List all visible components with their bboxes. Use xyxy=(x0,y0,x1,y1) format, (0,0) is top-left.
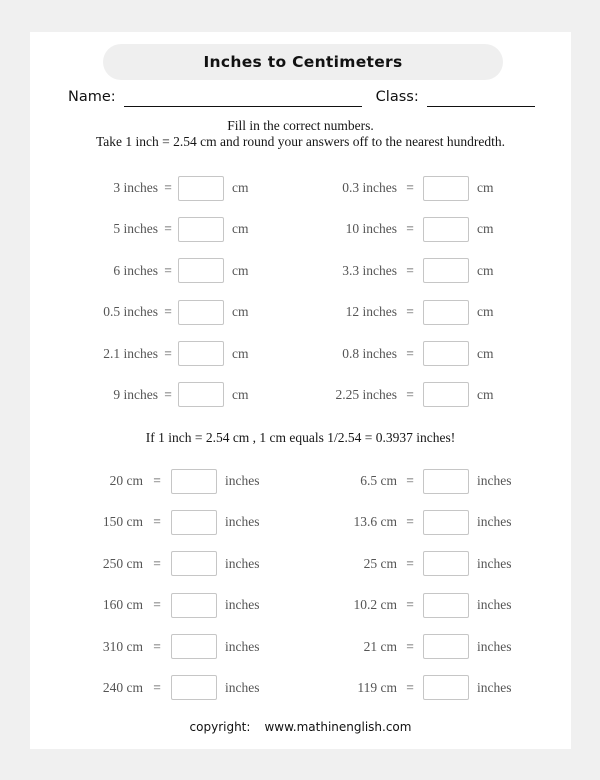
equals-sign: = xyxy=(164,386,172,402)
equals-sign: = xyxy=(153,597,161,613)
answer-input[interactable] xyxy=(423,382,469,407)
problem xyxy=(269,341,494,367)
unit-label: inches xyxy=(225,555,260,571)
problem xyxy=(30,675,260,701)
answer-input[interactable] xyxy=(423,341,469,366)
problem-row xyxy=(30,382,571,408)
answer-input[interactable] xyxy=(178,258,224,283)
problem xyxy=(30,509,260,535)
worksheet-page xyxy=(30,32,571,749)
unit-label: inches xyxy=(225,638,260,654)
instruction-line-1: Fill in the correct numbers. xyxy=(227,118,374,133)
problem-quantity: 250 cm xyxy=(102,555,143,571)
problem xyxy=(269,468,512,494)
unit-label: cm xyxy=(232,221,249,237)
answer-input[interactable] xyxy=(171,510,217,535)
unit-label: inches xyxy=(225,679,260,695)
problem-quantity: 12 inches xyxy=(345,304,397,320)
problem-row xyxy=(30,592,571,618)
problem-quantity: 20 cm xyxy=(109,473,143,488)
copyright-label: copyright: xyxy=(189,720,251,734)
problem-quantity: 150 cm xyxy=(102,514,143,530)
equals-sign: = xyxy=(406,304,414,320)
equals-sign: = xyxy=(153,514,161,530)
equals-sign: = xyxy=(153,555,161,571)
equals-sign: = xyxy=(406,345,414,361)
unit-label: cm xyxy=(232,262,249,278)
answer-input[interactable] xyxy=(178,217,224,242)
worksheet-title-pill xyxy=(103,44,503,80)
problem-row xyxy=(30,468,571,494)
equals-sign: = xyxy=(406,597,414,613)
instructions xyxy=(30,118,571,150)
problem-quantity: 160 cm xyxy=(102,597,143,613)
problem-quantity: 119 cm xyxy=(357,679,397,695)
equals-sign: = xyxy=(164,304,172,320)
problem xyxy=(269,509,512,535)
unit-label: cm xyxy=(232,304,249,320)
problem-quantity: 3 inches xyxy=(113,180,158,195)
equals-sign: = xyxy=(153,638,161,654)
website-text: www.mathinenglish.com xyxy=(264,720,412,734)
answer-input[interactable] xyxy=(423,593,469,618)
unit-label: cm xyxy=(477,221,494,237)
problem-quantity: 6.5 cm xyxy=(360,473,397,488)
equals-sign: = xyxy=(406,262,414,278)
equals-sign: = xyxy=(406,386,414,402)
equals-sign: = xyxy=(164,262,172,278)
answer-input[interactable] xyxy=(171,675,217,700)
equals-sign: = xyxy=(153,473,161,488)
equals-sign: = xyxy=(406,221,414,237)
equals-sign: = xyxy=(406,514,414,530)
problem xyxy=(30,216,249,242)
answer-input[interactable] xyxy=(423,551,469,576)
problem-quantity: 240 cm xyxy=(102,679,143,695)
problem-quantity: 10.2 cm xyxy=(353,597,397,613)
problem xyxy=(30,258,249,284)
answer-input[interactable] xyxy=(423,510,469,535)
equals-sign: = xyxy=(406,679,414,695)
problem xyxy=(269,216,494,242)
class-label: Class: xyxy=(375,89,419,105)
unit-label: inches xyxy=(477,555,512,571)
unit-label: cm xyxy=(232,386,249,402)
unit-label: inches xyxy=(477,679,512,695)
problem-row xyxy=(30,509,571,535)
problem-quantity: 310 cm xyxy=(102,638,143,654)
answer-input[interactable] xyxy=(178,176,224,201)
unit-label: inches xyxy=(477,473,512,488)
problem-row xyxy=(30,675,571,701)
problem xyxy=(30,382,249,408)
unit-label: cm xyxy=(232,180,249,195)
problem-quantity: 0.8 inches xyxy=(342,345,397,361)
problem-quantity: 5 inches xyxy=(113,221,158,237)
equals-sign: = xyxy=(164,221,172,237)
problem xyxy=(269,592,512,618)
answer-input[interactable] xyxy=(423,675,469,700)
problem xyxy=(269,634,512,660)
problem xyxy=(30,634,260,660)
problem-quantity: 2.25 inches xyxy=(335,386,397,402)
equals-sign: = xyxy=(164,180,172,195)
problem-row xyxy=(30,551,571,577)
answer-input[interactable] xyxy=(178,300,224,325)
unit-label: cm xyxy=(477,180,494,195)
unit-label: cm xyxy=(477,262,494,278)
problem xyxy=(269,175,494,201)
section-inches-to-cm xyxy=(30,175,571,408)
name-label: Name: xyxy=(68,89,116,105)
problem-quantity: 13.6 cm xyxy=(353,514,397,530)
problem xyxy=(30,468,260,494)
problem-quantity: 2.1 inches xyxy=(103,345,158,361)
problem-quantity: 0.3 inches xyxy=(342,180,397,195)
unit-label: inches xyxy=(225,597,260,613)
problem-quantity: 25 cm xyxy=(363,555,397,571)
answer-input[interactable] xyxy=(171,634,217,659)
instruction-line-2: Take 1 inch = 2.54 cm and round your answers off to the nearest hundredth. xyxy=(95,134,506,149)
equals-sign: = xyxy=(406,555,414,571)
equals-sign: = xyxy=(406,180,414,195)
problem xyxy=(30,299,249,325)
answer-input[interactable] xyxy=(423,634,469,659)
answer-input[interactable] xyxy=(423,176,469,201)
section-cm-to-inches xyxy=(30,468,571,701)
problem-row xyxy=(30,299,571,325)
answer-input[interactable] xyxy=(178,341,224,366)
answer-input[interactable] xyxy=(178,382,224,407)
problem xyxy=(30,592,260,618)
answer-input[interactable] xyxy=(171,469,217,494)
problem-row xyxy=(30,175,571,201)
class-write-line[interactable] xyxy=(427,87,535,107)
problem xyxy=(269,382,494,408)
equals-sign: = xyxy=(164,345,172,361)
answer-input[interactable] xyxy=(423,217,469,242)
unit-label: inches xyxy=(225,473,260,488)
problem-quantity: 9 inches xyxy=(113,386,158,402)
problem xyxy=(269,258,494,284)
problem-row xyxy=(30,258,571,284)
unit-label: inches xyxy=(477,597,512,613)
unit-label: cm xyxy=(477,304,494,320)
problem-row xyxy=(30,341,571,367)
problem-quantity: 10 inches xyxy=(345,221,397,237)
problem-quantity: 3.3 inches xyxy=(342,262,397,278)
problem xyxy=(269,551,512,577)
answer-input[interactable] xyxy=(171,593,217,618)
answer-input[interactable] xyxy=(171,551,217,576)
equals-sign: = xyxy=(406,473,414,488)
conversion-note: If 1 inch = 2.54 cm , 1 cm equals 1/2.54 = 0.3937 inches! xyxy=(145,430,456,445)
unit-label: inches xyxy=(477,638,512,654)
name-write-line[interactable] xyxy=(124,87,362,107)
problem-quantity: 21 cm xyxy=(363,638,397,654)
problem xyxy=(30,175,249,201)
unit-label: inches xyxy=(225,514,260,530)
footer xyxy=(30,720,571,734)
problem xyxy=(269,675,512,701)
unit-label: cm xyxy=(477,386,494,402)
unit-label: cm xyxy=(232,345,249,361)
answer-input[interactable] xyxy=(423,300,469,325)
problem-row xyxy=(30,216,571,242)
problem xyxy=(30,341,249,367)
problem-quantity: 6 inches xyxy=(113,262,158,278)
answer-input[interactable] xyxy=(423,258,469,283)
equals-sign: = xyxy=(406,638,414,654)
unit-label: inches xyxy=(477,514,512,530)
equals-sign: = xyxy=(153,679,161,695)
unit-label: cm xyxy=(477,345,494,361)
answer-input[interactable] xyxy=(423,469,469,494)
problem xyxy=(30,551,260,577)
problem-row xyxy=(30,634,571,660)
name-class-row xyxy=(68,85,535,107)
problem xyxy=(269,299,494,325)
problem-quantity: 0.5 inches xyxy=(103,304,158,320)
page-title: Inches to Centimeters xyxy=(203,53,403,71)
